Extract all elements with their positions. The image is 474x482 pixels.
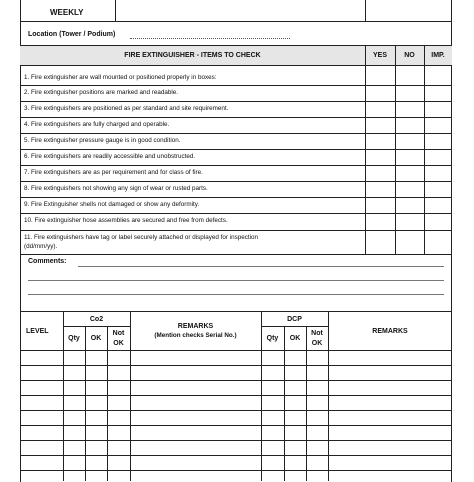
header-frame	[20, 0, 452, 22]
dcp-subheader-line	[261, 326, 328, 327]
checklist-no-cell[interactable]	[396, 71, 424, 86]
checklist-yes-cell[interactable]	[366, 182, 395, 198]
comments-label: Comments:	[28, 258, 67, 265]
insp-vline-6	[284, 326, 285, 481]
location-label: Location (Tower / Podium)	[28, 31, 116, 38]
checklist-heading: FIRE EXTINGUISHER - ITEMS TO CHECK	[124, 52, 261, 59]
comments-line-3[interactable]	[28, 294, 444, 295]
checklist-no-cell[interactable]	[396, 166, 424, 182]
comments-line-1[interactable]	[78, 266, 444, 267]
col-yes-header: YES	[372, 52, 387, 59]
inspection-row[interactable]	[20, 470, 452, 471]
checklist-imp-cell[interactable]	[425, 102, 452, 118]
comments-line-2[interactable]	[28, 280, 444, 281]
checklist-no-cell[interactable]	[396, 214, 424, 231]
co2-notok-header-line2: OK	[113, 340, 124, 347]
checklist-yes-cell[interactable]	[366, 150, 395, 166]
checklist-no-cell[interactable]	[396, 86, 424, 102]
remarks-left-header-line1: REMARKS	[177, 323, 214, 330]
checklist-imp-cell[interactable]	[425, 182, 452, 198]
checklist-item-text: 10. Fire extinguisher hose assemblies are secured and free from defects.	[24, 217, 228, 224]
inspection-row[interactable]	[20, 440, 452, 441]
checklist-imp-cell[interactable]	[425, 118, 452, 134]
dcp-notok-header-line2: OK	[311, 340, 323, 347]
dcp-ok-header: OK	[289, 335, 301, 342]
checklist-yes-cell[interactable]	[366, 102, 395, 118]
checklist-item-text: 3. Fire extinguishers are positioned as per standard and site requirement.	[24, 105, 229, 112]
co2-subheader-line	[63, 326, 130, 327]
checklist-imp-cell[interactable]	[425, 198, 452, 214]
checklist-no-cell[interactable]	[396, 150, 424, 166]
checklist-imp-cell[interactable]	[425, 71, 452, 86]
remarks-left-header-line2: (Mention checks Serial No.)	[154, 332, 237, 339]
insp-vline-2	[85, 326, 86, 481]
checklist-item-text: 11. Fire extinguishers have tag or label securely attached or displayed for inspection	[24, 234, 259, 241]
checklist-yes-cell[interactable]	[366, 198, 395, 214]
dcp-qty-header: Qty	[266, 335, 279, 342]
inspection-table-top	[20, 311, 452, 312]
checklist-imp-cell[interactable]	[425, 134, 452, 150]
checklist-imp-cell[interactable]	[425, 166, 452, 182]
checklist-yes-cell[interactable]	[366, 166, 395, 182]
checklist-item-text: 2. Fire extinguisher positions are marked and readable.	[24, 89, 179, 96]
col-imp-header: IMP.	[431, 52, 445, 59]
frequency-label: WEEKLY	[50, 8, 84, 17]
inspection-row[interactable]	[20, 395, 452, 396]
inspection-row[interactable]	[20, 455, 452, 456]
checklist-no-cell[interactable]	[396, 134, 424, 150]
inspection-row[interactable]	[20, 365, 452, 366]
col-no-header: NO	[404, 52, 415, 59]
checklist-item-text: 8. Fire extinguishers not showing any sign of wear or rusted parts.	[24, 185, 208, 192]
insp-vline-3	[107, 326, 108, 481]
inspection-row[interactable]	[20, 410, 452, 411]
insp-vline-7	[306, 326, 307, 481]
inspection-row[interactable]	[20, 380, 452, 381]
inspection-row[interactable]	[20, 425, 452, 426]
checklist-no-cell[interactable]	[396, 198, 424, 214]
checklist-imp-cell[interactable]	[425, 214, 452, 231]
checklist-item-text: 1. Fire extinguisher are wall mounted or positioned properly in boxes:	[24, 74, 217, 81]
header-divider-2	[365, 0, 366, 22]
checklist-yes-cell[interactable]	[366, 134, 395, 150]
checklist-yes-cell[interactable]	[366, 231, 395, 255]
co2-notok-header-line1: Not	[112, 330, 125, 337]
location-dotted-line[interactable]	[130, 38, 290, 39]
checklist-no-cell[interactable]	[396, 182, 424, 198]
co2-ok-header: OK	[90, 335, 102, 342]
checklist-item-text: 7. Fire extinguishers are as per requirement and for class of fire.	[24, 169, 203, 176]
checklist-no-cell[interactable]	[396, 118, 424, 134]
header-divider-1	[115, 0, 116, 22]
co2-header: Co2	[89, 316, 104, 323]
checklist-imp-cell[interactable]	[425, 86, 452, 102]
remarks-right-header: REMARKS	[372, 328, 408, 335]
checklist-no-cell[interactable]	[396, 231, 424, 255]
checklist-item-text: 5. Fire extinguisher pressure gauge is in good condition.	[24, 137, 181, 144]
co2-qty-header: Qty	[68, 335, 80, 342]
level-header: LEVEL	[26, 328, 49, 335]
checklist-imp-cell[interactable]	[425, 150, 452, 166]
checklist-yes-cell[interactable]	[366, 214, 395, 231]
checklist-yes-cell[interactable]	[366, 86, 395, 102]
checklist-item-text-cont: (dd/mm/yy).	[24, 243, 58, 250]
dcp-header: DCP	[287, 316, 302, 323]
checklist-no-cell[interactable]	[396, 102, 424, 118]
checklist-item-text: 9. Fire Extinguisher shells not damaged or show any deformity.	[24, 201, 200, 208]
dcp-notok-header-line1: Not	[311, 330, 323, 337]
checklist-item-text: 6. Fire extinguishers are readily accessible and unobstructed.	[24, 153, 196, 160]
checklist-yes-cell[interactable]	[366, 71, 395, 86]
checklist-item-text: 4. Fire extinguishers are fully charged and operable.	[24, 121, 170, 128]
checklist-yes-cell[interactable]	[366, 118, 395, 134]
checklist-imp-cell[interactable]	[425, 231, 452, 255]
